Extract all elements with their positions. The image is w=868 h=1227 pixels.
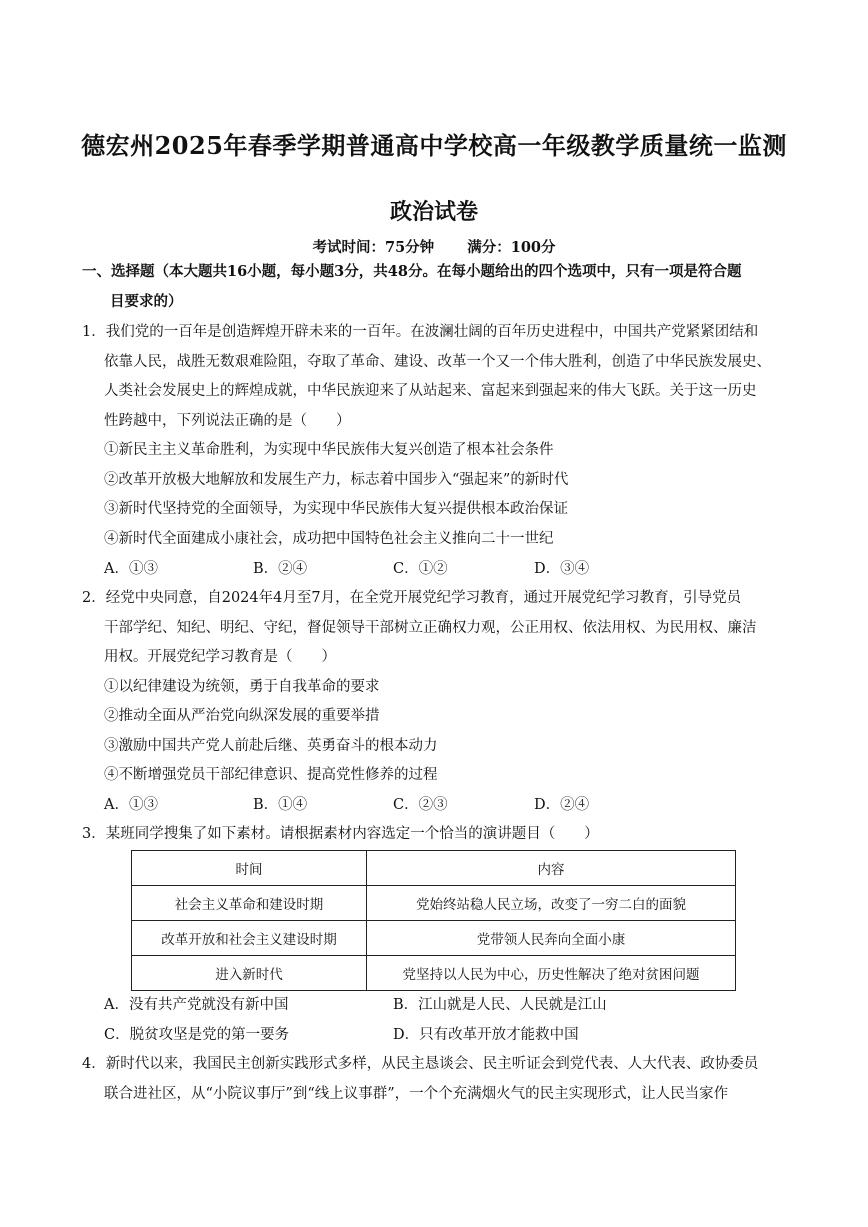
table-header-content: 内容 xyxy=(367,851,736,886)
table-cell-content: 党带领人民奔向全面小康 xyxy=(367,921,736,956)
q2-stem-line3: 用权。开展党纪学习教育是（ ） xyxy=(104,649,336,665)
exam-meta xyxy=(0,236,868,257)
q1-item-4: ④新时代全面建成小康社会，成功把中国特色社会主义推向二十一世纪 xyxy=(104,531,554,547)
q1-stem-line4: 性跨越中，下列说法正确的是（ ） xyxy=(104,413,351,429)
q1-option-d: D．③④ xyxy=(534,561,590,577)
q1-item-2: ②改革开放极大地解放和发展生产力，标志着中国步入“强起来”的新时代 xyxy=(104,472,569,488)
q1-item-1: ①新民主主义革命胜利，为实现中华民族伟大复兴创造了根本社会条件 xyxy=(104,442,554,458)
q2-item-4: ④不断增强党员干部纪律意识、提高党性修养的过程 xyxy=(104,767,438,783)
exam-subject: 政治试卷 xyxy=(389,199,478,225)
table-row xyxy=(132,921,736,956)
q2-item-2: ②推动全面从严治党向纵深发展的重要举措 xyxy=(104,708,380,724)
q1-item-3: ③新时代坚持党的全面领导，为实现中华民族伟大复兴提供根本政治保证 xyxy=(104,501,568,517)
q2-option-b: B．①④ xyxy=(253,797,308,813)
q1-option-c: C．①② xyxy=(393,561,448,577)
q2-option-a: A．①③ xyxy=(104,797,158,813)
q2-stem-line1: 2．经党中央同意，自2024年4月至7月，在全党开展党纪学习教育，通过开展党纪学习教育，引导党员 xyxy=(82,590,742,606)
q2-item-1: ①以纪律建设为统领，勇于自我革命的要求 xyxy=(104,679,380,695)
q3-option-c: C．脱贫攻坚是党的第一要务 xyxy=(104,1027,290,1043)
q4-stem-line2: 联合进社区，从“小院议事厅”到“线上议事群”，一个个充满烟火气的民主实现形式，让人民当家作 xyxy=(104,1086,729,1102)
q1-stem-line3: 人类社会发展史上的辉煌成就，中华民族迎来了从站起来、富起来到强起来的伟大飞跃。关于这一历史 xyxy=(104,383,757,399)
q1-stem-line1: 1．我们党的一百年是创造辉煌开辟未来的一百年。在波澜壮阔的百年历史进程中，中国共产党紧紧团结和 xyxy=(82,324,759,340)
q3-material-table xyxy=(131,850,736,991)
table-cell-content: 党始终站稳人民立场，改变了一穷二白的面貌 xyxy=(367,886,736,921)
table-cell-period: 改革开放和社会主义建设时期 xyxy=(132,921,367,956)
q1-option-b: B．②④ xyxy=(253,561,308,577)
q3-option-d: D．只有改革开放才能救中国 xyxy=(393,1027,579,1043)
exam-time: 考试时间：75分钟 xyxy=(312,239,435,256)
table-row xyxy=(132,956,736,991)
q4-stem-line1: 4．新时代以来，我国民主创新实践形式多样，从民主恳谈会、民主听证会到党代表、人大代表、政协委员 xyxy=(82,1056,759,1072)
section-heading: 一、选择题（本大题共16小题，每小题3分，共48分。在每小题给出的四个选项中，只有一项是符合题 xyxy=(82,263,742,280)
q2-item-3: ③激励中国共产党人前赴后继、英勇奋斗的根本动力 xyxy=(104,738,438,754)
exam-title: 德宏州2025年春季学期普通高中学校高一年级教学质量统一监测 xyxy=(81,131,787,160)
q3-stem-line1: 3．某班同学搜集了如下素材。请根据素材内容选定一个恰当的演讲题目（ ） xyxy=(82,826,599,842)
q3-option-b: B．江山就是人民、人民就是江山 xyxy=(393,997,607,1013)
q1-stem-line2: 依靠人民，战胜无数艰难险阻，夺取了革命、建设、改革一个又一个伟大胜利，创造了中华民族发展史、 xyxy=(104,354,771,370)
table-cell-period: 社会主义革命和建设时期 xyxy=(132,886,367,921)
q2-option-d: D．②④ xyxy=(534,797,590,813)
q2-option-c: C．②③ xyxy=(393,797,448,813)
q3-option-a: A．没有共产党就没有新中国 xyxy=(104,997,289,1013)
q1-option-a: A．①③ xyxy=(104,561,158,577)
table-header-row xyxy=(132,851,736,886)
exam-score: 满分：100分 xyxy=(467,239,556,256)
table-cell-content: 党坚持以人民为中心，历史性解决了绝对贫困问题 xyxy=(367,956,736,991)
table-cell-period: 进入新时代 xyxy=(132,956,367,991)
table-row xyxy=(132,886,736,921)
section-heading-cont: 目要求的） xyxy=(110,293,183,310)
table-header-time: 时间 xyxy=(132,851,367,886)
q2-stem-line2: 干部学纪、知纪、明纪、守纪，督促领导干部树立正确权力观，公正用权、依法用权、为民用权、廉洁 xyxy=(104,620,757,636)
